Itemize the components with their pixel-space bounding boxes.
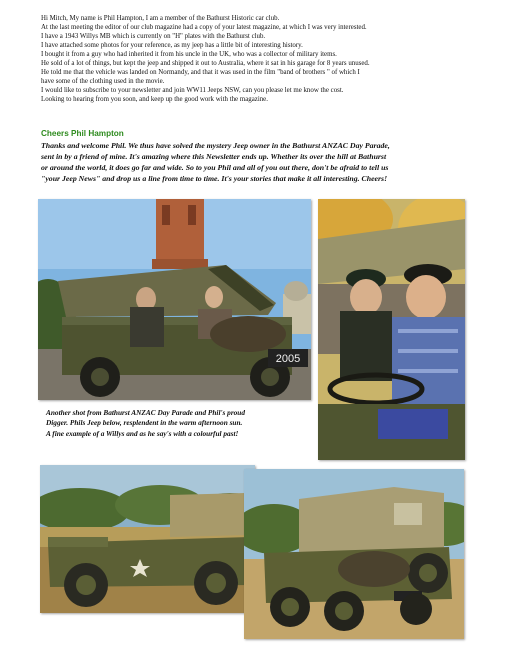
letter-line: I would like to subscribe to your newsletter and join WW11 Jeeps NSW, can you please let me know the cost. [41, 87, 344, 95]
letter-line: I have attached some photos for your reference, as my jeep has a little bit of interesting history. [41, 42, 303, 50]
jeep-side-photo [40, 465, 255, 613]
letter-line: I have a 1943 Willys MB which is currently on "H" plates with the Bathurst club. [41, 33, 266, 41]
letter-line: have some of the clothing used in the movie. [41, 78, 165, 86]
letter-text [41, 14, 471, 104]
reply-line: sent in by a friend of mine. It's amazing where this Newsletter ends up. Whether its over the hill at Bathurst [41, 152, 387, 161]
digger-photo-image [318, 199, 465, 460]
caption-line: Digger. Phils Jeep below, resplendent in the warm afternoon sun. [46, 418, 243, 428]
caption-line: A fine example of a Willys and as he say's with a colourful past! [46, 428, 239, 438]
editor-reply [41, 140, 471, 184]
digger-photo [318, 199, 465, 460]
letter-line: Hi Mitch, My name is Phil Hampton, I am a member of the Bathurst Historic car club. [41, 15, 280, 22]
letter-line: Looking to hearing from you soon, and keep up the good work with the magazine. [41, 96, 268, 104]
jeep-number-plate: 2005 [275, 353, 301, 365]
letter-line: I bought it from a guy who had inherited it from his uncle in the UK, who was a collector of military items. [41, 51, 337, 59]
letter-line: He sold of a lot of things, but kept the jeep and shipped it out to Australia, where it sat in his garage for 8 years unused. [41, 60, 370, 68]
jeep-rear-photo [244, 469, 464, 639]
jeep-rear-photo-image [244, 469, 464, 639]
parade-photo-image [38, 199, 311, 400]
reply-line: "your Jeep News" and drop us a line from time to time. It's your stories that make it all interesting. Cheers! [41, 174, 388, 183]
letter-line: At the last meeting the editor of our club magazine had a copy of your latest magazine, at which I was very interested. [41, 24, 367, 32]
parade-photo [38, 199, 311, 400]
caption-line: Another shot from Bathurst ANZAC Day Parade and Phil's proud [46, 408, 246, 417]
signoff-heading: Cheers Phil Hampton [41, 129, 124, 138]
reply-line: Thanks and welcome Phil. We thus have solved the mystery Jeep owner in the Bathurst ANZAC Day Parade, [41, 141, 390, 150]
jeep-side-photo-image [40, 465, 255, 613]
photo-caption [46, 408, 316, 439]
letter-line: He told me that the vehicle was landed on Normandy, and that it was used in the film "band of brothers " of which I [41, 69, 360, 77]
reply-line: or around the world, it does go far and wide. So to you Phil and all of you out there, don't be afraid to tell us [41, 163, 389, 172]
